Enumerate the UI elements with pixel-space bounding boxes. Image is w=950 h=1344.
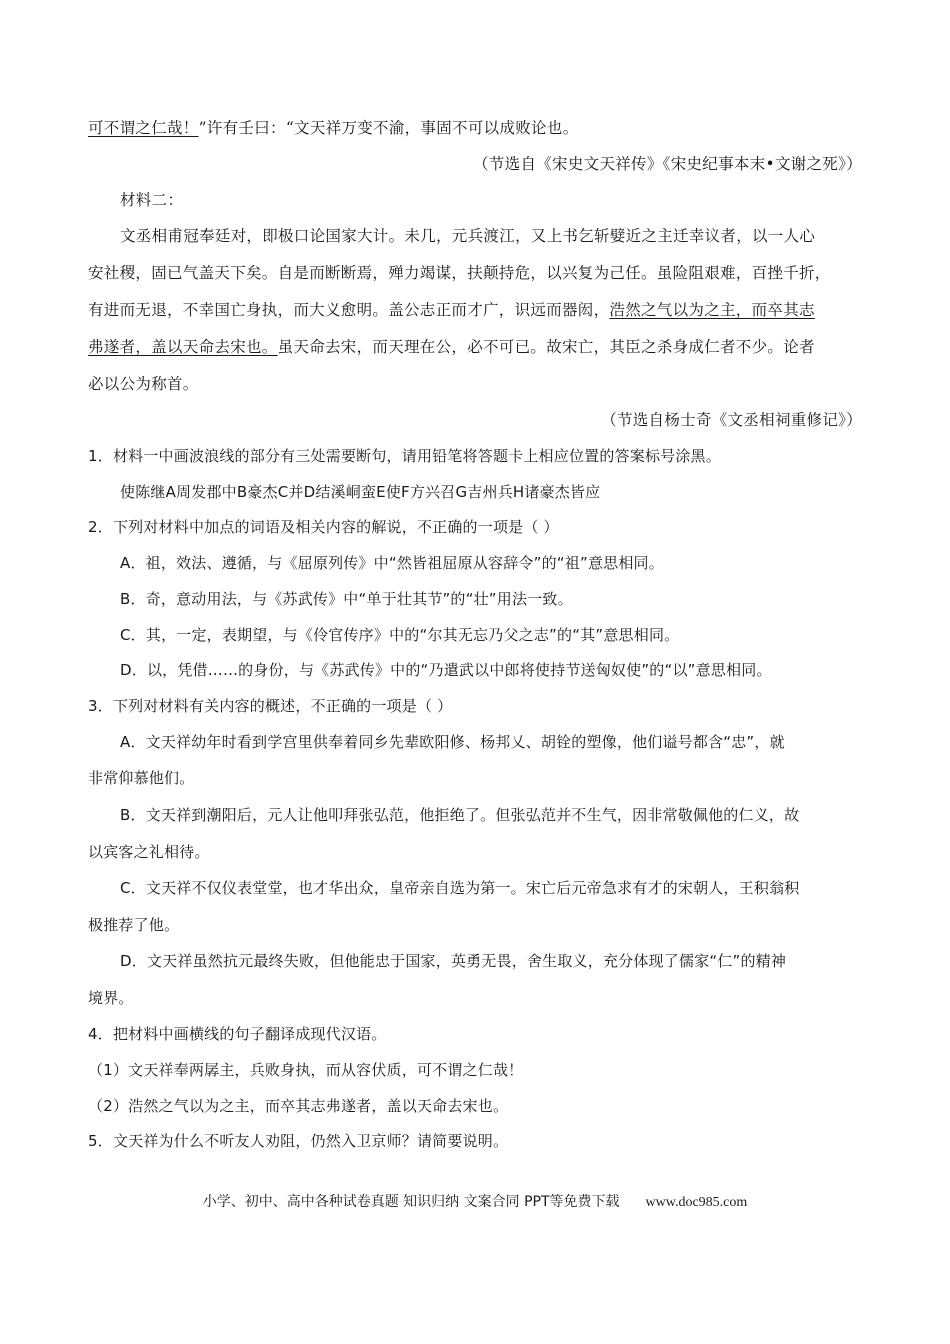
question-4-item-1: （1）文天祥奉两孱主，兵败身执，而从容伏质，可不谓之仁哉！ [88,1061,524,1079]
material2-heading: 材料二： [120,191,184,209]
question-3-option-c: C．文天祥不仅仪表堂堂，也才华出众，皇帝亲自选为第一。宋亡后元帝急求有才的宋朝人，王积翁积 [120,879,800,897]
material2-line: 必以公为称首。 [88,375,199,393]
footer-text: 小学、初中、高中各种试卷真题 知识归纳 文案合同 PPT等免费下载 [202,1194,620,1210]
question-2-option-a: A．祖，效法、遵循，与《屈原列传》中“然皆祖屈原从容辞令”的“祖”意思相同。 [120,554,664,572]
question-2-option-b: B．奇，意动用法，与《苏武传》中“单于壮其节”的“壮”用法一致。 [120,590,573,608]
question-3-option-a: A．文天祥幼年时看到学宫里供奉着同乡先辈欧阳修、杨邦乂、胡铨的塑像，他们谥号都含“忠”，就 [120,733,785,751]
underlined-sentence-end: 弗遂者，盖以天命去宋也。 [88,338,278,356]
question-1-stem: 1．材料一中画波浪线的部分有三处需要断句，请用铅笔将答题卡上相应位置的答案标号涂黑。 [88,447,721,465]
material2-line: 文丞相甫冠奉廷对，即极口论国家大计。未几，元兵渡江，又上书乞斩嬖近之主迁幸议者，以一人心 [120,227,816,245]
question-2-stem: 2．下列对材料中加点的词语及相关内容的解说，不正确的一项是（ ） [88,518,559,536]
page-footer [0,1192,950,1213]
material1-source: （节选自《宋史文天祥传》《宋史纪事本末•文谢之死》） [473,155,862,173]
question-1-text: 使陈继A周发郡中B豪杰C并D结溪峒蛮E使F方兴召G吉州兵H诸豪杰皆应 [120,483,601,501]
material2-line: 有进而无退，不幸国亡身执，而大义愈明。盖公志正而才广，识远而器闳，浩然之气以为之主，而卒其志 [88,301,815,319]
footer-url[interactable]: www.doc985.com [645,1195,748,1210]
question-4-stem: 4．把材料中画横线的句子翻译成现代汉语。 [88,1025,387,1043]
question-3-option-c-cont: 极推荐了他。 [88,916,180,934]
underlined-phrase: 可不谓之仁哉！ [88,119,199,137]
question-3-option-b-cont: 以宾客之礼相待。 [88,843,210,861]
question-2-option-d: D．以，凭借……的身份，与《苏武传》中的“乃遣武以中郎将使持节送匈奴使”的“以”意思相同。 [120,661,772,679]
question-4-item-2: （2）浩然之气以为之主，而卒其志弗遂者，盖以天命去宋也。 [88,1097,509,1115]
question-3-option-d-cont: 境界。 [88,989,134,1007]
underlined-sentence: 浩然之气以为之主，而卒其志 [609,301,815,319]
material1-closing-line: 可不谓之仁哉！”许有壬曰：“文天祥万变不渝，事固不可以成败论也。 [88,119,579,137]
material2-line: 弗遂者，盖以天命去宋也。虽天命去宋，而天理在公，必不可已。故宋亡，其臣之杀身成仁者不少。论者 [88,338,815,356]
question-3-stem: 3．下列对材料有关内容的概述，不正确的一项是（ ） [88,697,453,715]
question-3-option-d: D．文天祥虽然抗元最终失败，但他能忠于国家，英勇无畏，舍生取义，充分体现了儒家“仁”的精神 [120,952,787,970]
question-5-stem: 5．文天祥为什么不听友人劝阻，仍然入卫京师？请简要说明。 [88,1132,509,1150]
material2-source: （节选自杨士奇《文丞相祠重修记》） [601,411,862,429]
question-2-option-c: C．其，一定，表期望，与《伶官传序》中的“尔其无忘乃父之志”的“其”意思相同。 [120,626,680,644]
question-3-option-a-cont: 非常仰慕他们。 [88,769,195,787]
material2-line: 安社稷，固已气盖天下矣。自是而断断焉，殚力竭谋，扶颠持危，以兴复为己任。虽险阻艰难，百挫千折， [88,264,831,282]
question-3-option-b: B．文天祥到潮阳后，元人让他叩拜张弘范，他拒绝了。但张弘范并不生气，因非常敬佩他的仁义，故 [120,806,800,824]
